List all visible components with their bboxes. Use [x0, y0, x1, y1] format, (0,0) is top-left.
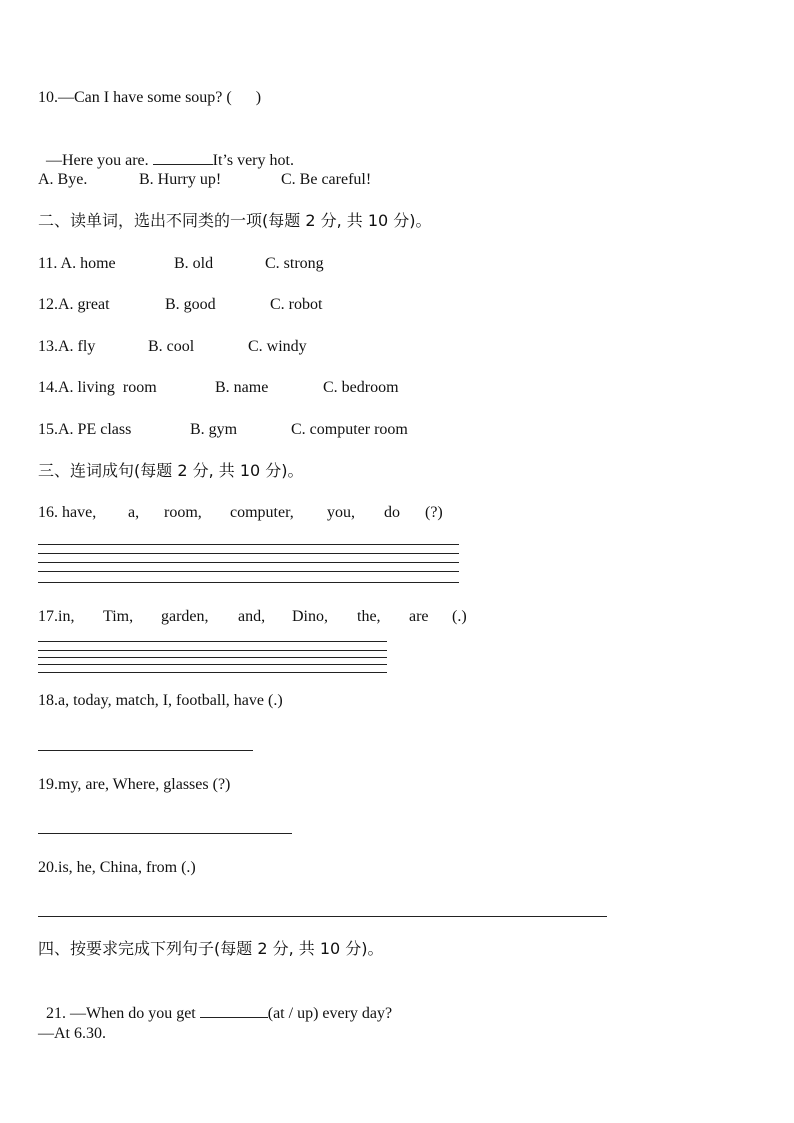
- q20-answer-line[interactable]: [38, 916, 607, 917]
- q14-option-b: B. name: [215, 379, 269, 396]
- q10-reply-before: —Here you are.: [46, 152, 153, 169]
- q10-option-a: A. Bye.: [38, 171, 88, 188]
- q17-word: and,: [238, 608, 266, 625]
- q16-word: room,: [164, 504, 202, 521]
- q16-word: a,: [128, 504, 140, 521]
- q11-option-b: B. old: [174, 255, 214, 272]
- q21-before: 21. —When do you get: [46, 1005, 200, 1022]
- section4-heading: 四、按要求完成下列句子(每题 2 分, 共 10 分)。: [38, 939, 384, 958]
- q16-answer-line[interactable]: [38, 544, 459, 545]
- q14-option-a: 14.A. living room: [38, 379, 157, 396]
- q13-row: [38, 338, 758, 358]
- q11-option-c: C. strong: [265, 255, 324, 272]
- q11-option-a: 11. A. home: [38, 255, 116, 272]
- q16-answer-line[interactable]: [38, 562, 459, 563]
- q21-after: (at / up) every day?: [267, 1005, 393, 1022]
- section2-heading: 二、读单词，选出不同类的一项(每题 2 分, 共 10 分)。: [38, 211, 432, 230]
- q12-row: [38, 296, 758, 316]
- q17-word: 17.in,: [38, 608, 75, 625]
- q10-blank[interactable]: [153, 150, 213, 165]
- q14-row: [38, 379, 758, 399]
- q16-word: you,: [327, 504, 355, 521]
- q20-words: 20.is, he, China, from (.): [38, 859, 196, 876]
- q10-option-c: C. Be careful!: [281, 171, 372, 188]
- section3-heading: 三、连词成句(每题 2 分, 共 10 分)。: [38, 461, 304, 480]
- q10-reply: [38, 130, 294, 171]
- q19-answer-line[interactable]: [38, 833, 292, 834]
- q16-answer-line[interactable]: [38, 571, 459, 572]
- q17-word: Dino,: [292, 608, 328, 625]
- q10-reply-after: It’s very hot.: [212, 152, 294, 169]
- q16-word: computer,: [230, 504, 294, 521]
- q15-option-b: B. gym: [190, 421, 238, 438]
- q17-answer-line[interactable]: [38, 664, 387, 665]
- q18-answer-line[interactable]: [38, 750, 253, 751]
- q16-answer-line[interactable]: [38, 582, 459, 583]
- q15-row: [38, 421, 758, 441]
- q17-word: garden,: [161, 608, 209, 625]
- q17-answer-line[interactable]: [38, 641, 387, 642]
- q21-stem: [38, 983, 392, 1024]
- q15-option-a: 15.A. PE class: [38, 421, 132, 438]
- q19-words: 19.my, are, Where, glasses (?): [38, 776, 231, 793]
- q16-word: do: [384, 504, 400, 521]
- q17-word: (.): [452, 608, 467, 625]
- q16-words: [38, 504, 758, 524]
- q13-option-c: C. windy: [248, 338, 307, 355]
- q21-blank[interactable]: [200, 1003, 268, 1018]
- q12-option-c: C. robot: [270, 296, 323, 313]
- q17-answer-line[interactable]: [38, 672, 387, 673]
- q13-option-b: B. cool: [148, 338, 195, 355]
- q16-answer-line[interactable]: [38, 553, 459, 554]
- q10-options: [38, 171, 758, 191]
- q10-option-b: B. Hurry up!: [139, 171, 222, 188]
- q15-option-c: C. computer room: [291, 421, 408, 438]
- q17-answer-line[interactable]: [38, 650, 387, 651]
- q17-word: the,: [357, 608, 381, 625]
- q21-answer: —At 6.30.: [38, 1025, 106, 1042]
- q13-option-a: 13.A. fly: [38, 338, 96, 355]
- q12-option-b: B. good: [165, 296, 216, 313]
- q17-answer-line[interactable]: [38, 657, 387, 658]
- q16-word: 16. have,: [38, 504, 97, 521]
- q14-option-c: C. bedroom: [323, 379, 399, 396]
- q11-row: [38, 255, 758, 275]
- q17-word: are: [409, 608, 429, 625]
- q12-option-a: 12.A. great: [38, 296, 110, 313]
- q10-stem: 10.—Can I have some soup? ( ): [38, 89, 262, 106]
- q16-word: (?): [425, 504, 443, 521]
- q17-words: [38, 608, 758, 628]
- q18-words: 18.a, today, match, I, football, have (.): [38, 692, 283, 709]
- q17-word: Tim,: [103, 608, 134, 625]
